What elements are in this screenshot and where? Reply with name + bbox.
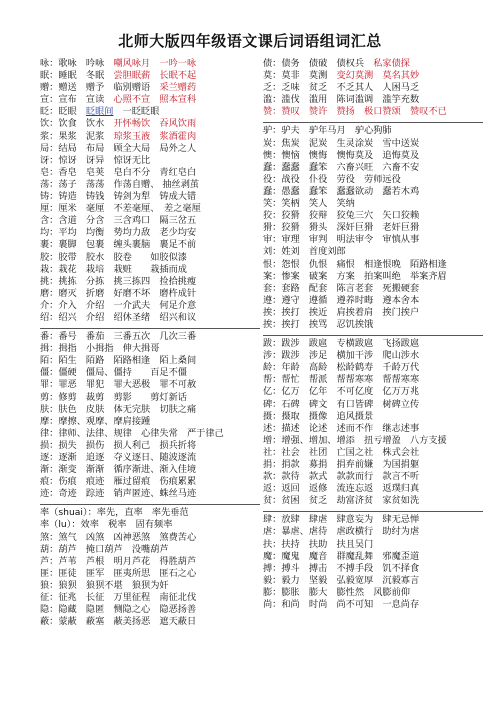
word-entry <box>40 404 260 416</box>
word-entry <box>40 507 260 519</box>
word-entry <box>263 271 483 283</box>
word-entry <box>263 411 483 423</box>
word-entry <box>263 307 483 319</box>
word-text: 乏：乏味 贫乏 不乏其人 人困马乏 <box>263 82 420 94</box>
word-entry <box>263 94 483 106</box>
word-text: 摄：摄取 摄像 追风摄景 <box>263 410 374 422</box>
word-text: 役：战役 仆役 劳役 劳师远役 <box>263 173 401 185</box>
word-text: 债：债务 债破 债权兵 <box>263 58 374 69</box>
word-text: 逐：逐渐 追逐 夺义逐日、随波逐流 <box>40 452 197 463</box>
word-entry <box>263 246 483 258</box>
document-title: 北师大版四年级语文课后词语组词汇总 <box>118 32 382 50</box>
word-text: 私家债探 <box>373 58 410 69</box>
word-entry <box>40 179 260 191</box>
word-entry <box>40 532 260 544</box>
word-text: 跋：跋涉 跋扈 专横跋扈 飞扬跋扈 <box>263 338 420 350</box>
word-entry <box>263 362 483 374</box>
word-section <box>263 511 483 611</box>
word-entry <box>40 592 260 604</box>
word-text: 变幻莫测 莫名其妙 <box>336 70 420 82</box>
word-entry <box>263 514 483 526</box>
word-entry <box>263 150 483 162</box>
word-text: 恨：怨恨 仇恨 痛恨 相逢恨晚 陌路相逢 <box>263 258 447 270</box>
word-text: 介：介入 介绍 一介武夫 何足介意 <box>40 299 197 311</box>
word-text: 芦：芦苇 芦根 明月芦花 得胜葫芦 <box>40 555 197 567</box>
word-entry <box>40 519 260 531</box>
word-text: 采兰赠药 <box>159 82 197 94</box>
word-text: 嘲风咏月 一吟一咏 <box>113 58 197 69</box>
word-text: 含：含道 分含 三含鸡口 隔三岔五 <box>40 215 197 227</box>
word-text: 碑：石碑 碑文 有口皆碑 树碑立传 <box>263 398 420 410</box>
word-text: 案：惨案 破案 方案 拍案叫绝 举案齐眉 <box>263 270 447 282</box>
word-text: 贫：贫困 贫乏 劫富济贫 家贫如洗 <box>263 495 420 507</box>
word-entry <box>40 215 260 227</box>
word-entry <box>40 580 260 592</box>
word-text: 饮：饮食 饮水 <box>40 118 114 130</box>
word-text: 煞：煞气 凶煞 凶神恶煞 煞费苦心 <box>40 531 197 543</box>
word-entry <box>40 167 260 179</box>
word-entry <box>40 331 260 343</box>
word-entry <box>40 544 260 556</box>
word-text: 律：律师、法律、规律 心律失常 严于律己 <box>40 427 224 439</box>
word-entry <box>263 234 483 246</box>
word-text: 涉：跋涉 涉足 横加干涉 爬山涉水 <box>263 350 420 362</box>
word-entry <box>40 58 260 70</box>
word-text: 宣：宣布 宣读 <box>40 94 114 106</box>
word-entry <box>40 300 260 312</box>
word-text: 帮：帮忙 帮派 帮帮寒寒 帮帮寒寒 <box>263 374 420 386</box>
word-text: 皂：香皂 皂荚 皂白不分 青红皂白 <box>40 166 197 178</box>
word-section <box>40 56 260 324</box>
word-entry <box>40 227 260 239</box>
word-entry <box>263 587 483 599</box>
word-text: 返：返回 返修 流连忘返 返璞归真 <box>263 483 420 495</box>
word-text: 厘：厘米 毫厘 不差毫厘、 差之毫厘 <box>40 203 201 215</box>
word-section <box>40 504 260 628</box>
word-text: 痕：伤痕 痕迹 雁过留痕 伤痕累累 <box>40 476 197 488</box>
word-text: 匪：匪徒 匪军 匪夷所思 匪石之心 <box>40 567 197 579</box>
word-text: 挨：挨打 挨近 肩挨着肩 挨门挨户 <box>263 306 420 318</box>
word-entry <box>263 374 483 386</box>
word-entry <box>40 568 260 580</box>
word-entry <box>40 191 260 203</box>
word-entry <box>40 392 260 404</box>
word-text: 揖：揖指 小揖指 伸大揖哥 <box>40 343 160 355</box>
word-text: 赞：赞叹 赞许 赞扬 极口赞颂 赞叹不已 <box>263 106 447 118</box>
word-entry <box>40 94 260 106</box>
word-entry <box>40 428 260 440</box>
word-text: 讶：惊讶 讶异 惊讶无比 <box>40 154 151 166</box>
word-text: 龄：年龄 高龄 松龄鹤寿 千龄万代 <box>263 362 420 374</box>
word-entry <box>263 483 483 495</box>
word-entry <box>40 276 260 288</box>
word-text: 番：番号 番茄 三番五次 几次三番 <box>40 331 197 343</box>
word-entry <box>40 488 260 500</box>
word-text: 荡：荡子 荡荡 作荡自赠、 抽丝剥茧 <box>40 178 200 190</box>
word-entry <box>40 464 260 476</box>
word-entry <box>40 239 260 251</box>
word-text: 刘：姓刘 首度刘郎 <box>263 246 346 258</box>
word-entry <box>40 556 260 568</box>
word-entry <box>40 131 260 143</box>
word-entry <box>263 423 483 435</box>
word-entry <box>263 138 483 150</box>
word-text: 挑：挑拣 分拣 挑三拣四 捡拾挑瘦 <box>40 275 197 287</box>
word-entry <box>40 70 260 82</box>
word-text: 增：增强、增加、增添 扭亏增盈 八方支援 <box>263 434 447 446</box>
word-text: 莫：莫非 莫测 <box>263 70 337 82</box>
word-text: 滥：滥伐 滥用 陈词滥调 滥竽充数 <box>263 94 420 106</box>
word-entry <box>40 82 260 94</box>
word-text: 赠：赠送 赠予 临别赠语 <box>40 82 160 94</box>
word-text: 猾：狡猾 猾头 深奸巨猾 老奸巨猾 <box>263 222 420 234</box>
word-text: 一眨眨眼 <box>113 106 160 118</box>
word-entry <box>263 539 483 551</box>
word-text: 审：审理 审判 明法审令 审慎从事 <box>263 234 420 246</box>
word-text: 栽：栽花 栽培 栽赃 栽插而成 <box>40 263 187 275</box>
word-entry <box>40 367 260 379</box>
word-text: 懊：懊恼 懊悔 懊悔莫及 追悔莫及 <box>263 149 420 161</box>
word-entry <box>263 210 483 222</box>
word-text: 胶：胶带 胶水 胶卷 如胶似漆 <box>40 251 187 263</box>
word-entry <box>263 350 483 362</box>
word-text: 眨：眨眼 <box>40 106 86 118</box>
word-entry <box>263 319 483 331</box>
word-entry <box>263 563 483 575</box>
word-entry <box>40 155 260 167</box>
word-section <box>263 335 483 507</box>
word-text: 遵：遵守 遵循 遵养时晦 遵本舍本 <box>263 294 420 306</box>
word-section <box>40 328 260 500</box>
word-text: 铸：铸造 铸钱 铸剑为犁 铸成大错 <box>40 191 197 203</box>
word-entry <box>40 118 260 130</box>
word-text: 蔽：蒙蔽 蔽塞 蔽美扬恶 遮天蔽日 <box>40 616 197 628</box>
word-entry <box>263 259 483 271</box>
word-text: 率（lu）：效率 税率 固有频率 <box>40 519 173 531</box>
word-text: 蠢：愚蠢 蠢笨 蠢蠢欲动 蠢若木鸡 <box>263 185 420 197</box>
word-entry <box>40 252 260 264</box>
word-text: 尝胆眠薪 长眠不起 <box>113 70 197 82</box>
word-text: 隐：隐藏 隐匿 恻隐之心 隐恶扬善 <box>40 604 197 616</box>
word-entry <box>263 399 483 411</box>
word-entry <box>263 526 483 538</box>
word-text: 述：描述 论述 述而不作 继志述事 <box>263 422 420 434</box>
word-entry <box>263 551 483 563</box>
word-entry <box>40 106 260 118</box>
word-text: 损：损失 损伤 损人利己 损兵折将 <box>40 439 197 451</box>
word-entry <box>40 616 260 628</box>
word-text: 葫：葫芦 掩口葫芦 没嘴葫芦 <box>40 543 169 555</box>
word-entry <box>40 440 260 452</box>
word-text: 局：结局 布局 顾全大局 局外之人 <box>40 142 197 154</box>
word-entry <box>263 338 483 350</box>
word-entry <box>263 447 483 459</box>
word-text: 挨：挨打 挨骂 忍饥挨饿 <box>263 318 374 330</box>
word-entry <box>40 203 260 215</box>
word-text: 套：套路 配套 陈言老套 死搬硬套 <box>263 282 420 294</box>
word-entry <box>40 604 260 616</box>
word-text: 眠：睡眠 冬眠 <box>40 70 114 82</box>
word-entry <box>263 495 483 507</box>
word-entry <box>263 222 483 234</box>
word-entry <box>263 386 483 398</box>
word-entry <box>263 125 483 137</box>
word-entry <box>263 162 483 174</box>
word-entry <box>40 379 260 391</box>
word-text: 僵：僵硬 僵局、僵持 百足不僵 <box>40 367 187 379</box>
word-entry <box>263 599 483 611</box>
word-text: 均：平均 均衡 势均力敌 老少均安 <box>40 227 197 239</box>
word-text: 绍：绍兴 介绍 绍休圣绪 绍兴和议 <box>40 311 197 323</box>
word-text: 驴：驴夫 驴年马月 驴心狗肺 <box>263 125 392 137</box>
word-text: 狡：狡猾 狡辩 狡兔三穴 矢口狡赖 <box>263 210 420 222</box>
word-entry <box>40 452 260 464</box>
word-text: 琼浆玉液 浆酒霍肉 <box>113 130 197 142</box>
word-entry <box>40 288 260 300</box>
word-text: 迹：奇迹 踪迹 销声匿迹、蛛丝马迹 <box>40 488 197 500</box>
word-text: 眨眼间 <box>85 106 114 118</box>
word-text: 摩：摩擦、观摩、摩肩接踵 <box>40 415 151 427</box>
word-text: 毅：毅力 坚毅 弘毅宽厚 沉毅寡言 <box>263 574 420 586</box>
word-text: 征：征兆 长征 万里征程 南征北伐 <box>40 592 197 604</box>
word-text: 笑：笑柄 笑人 笑纳 <box>263 198 355 210</box>
word-entry <box>263 575 483 587</box>
word-entry <box>263 471 483 483</box>
word-entry <box>263 435 483 447</box>
word-entry <box>263 70 483 82</box>
word-text: 陌：陌生 陌路 陌路相逢 陌上桑间 <box>40 355 197 367</box>
word-entry <box>263 186 483 198</box>
word-section <box>263 122 483 331</box>
word-text: 炭：焦炭 泥炭 生灵涂炭 雪中送炭 <box>263 137 420 149</box>
word-text: 渐：渐变 渐渐 循序渐进、渐入佳境 <box>40 464 197 476</box>
word-text: 亿：亿万 亿年 不可亿度 亿万万兆 <box>263 386 420 398</box>
word-text: 尚：和尚 时尚 尚不可知 一息尚存 <box>263 599 420 611</box>
word-text: 款：款待 款式 款款而行 款言不听 <box>263 471 420 483</box>
word-entry <box>263 295 483 307</box>
word-text: 狼：狼狈 狼狈不堪 狼狈为奸 <box>40 579 169 591</box>
word-text: 裹：裹脚 包裹 缠头裹脑 裹足不前 <box>40 239 197 251</box>
word-entry <box>263 283 483 295</box>
word-entry <box>40 476 260 488</box>
word-text: 罪：罪恶 罪犯 罪大恶极 罪不可赦 <box>40 379 197 391</box>
word-text: 浆：果浆 泥浆 <box>40 130 114 142</box>
word-entry <box>263 198 483 210</box>
word-entry <box>263 82 483 94</box>
word-text: 心照不宣 照本宣科 <box>113 94 197 106</box>
left-column <box>40 56 260 632</box>
word-text: 剪：修剪 裁剪 剪影 剪灯新话 <box>40 391 187 403</box>
word-text: 社：社会 社团 亡国之社 株式会社 <box>263 446 420 458</box>
word-text: 肤：肤色 皮肤 体无完肤 切肤之痛 <box>40 403 197 415</box>
word-entry <box>263 459 483 471</box>
word-text: 咏：歌咏 吟咏 <box>40 58 114 69</box>
word-entry <box>40 264 260 276</box>
word-text: 搏：搏斗 搏击 不搏手段 饥不择食 <box>263 562 420 574</box>
word-text: 磨：磨灭 折磨 好磨不坏 磨杵成针 <box>40 287 197 299</box>
word-text: 捐：捐款 募捐 捐弃前嫌 为国捐躯 <box>263 459 420 470</box>
word-text: 魔：魔鬼 魔音 群魔乱舞 邪魔歪道 <box>263 550 420 562</box>
right-column <box>263 56 483 615</box>
word-entry <box>40 143 260 155</box>
word-text: 蠢：蠢蠢 蠢笨 六畜兴旺 六畜不安 <box>263 161 420 173</box>
word-entry <box>40 355 260 367</box>
word-text: 膨：膨胀 膨大 膨性然 风膨前仰 <box>263 586 410 598</box>
word-text: 扶：扶持 扶助 扶且吴门 <box>263 538 374 550</box>
word-text: 肆：放肆 肆虐 肆意妄为 肆无忌惮 <box>263 514 420 526</box>
word-entry <box>263 174 483 186</box>
word-entry <box>40 343 260 355</box>
word-text: 率（shuai）：率先，直率 率先垂范 <box>40 507 189 519</box>
word-entry <box>40 312 260 324</box>
word-text: 开怀畅饮 吞风饮雨 <box>113 118 197 130</box>
word-section <box>263 56 483 118</box>
word-text: 虐：暴虐、虐待 虐政横行 助纣为虐 <box>263 526 420 538</box>
word-entry <box>263 106 483 118</box>
word-entry <box>263 58 483 70</box>
word-entry <box>40 416 260 428</box>
